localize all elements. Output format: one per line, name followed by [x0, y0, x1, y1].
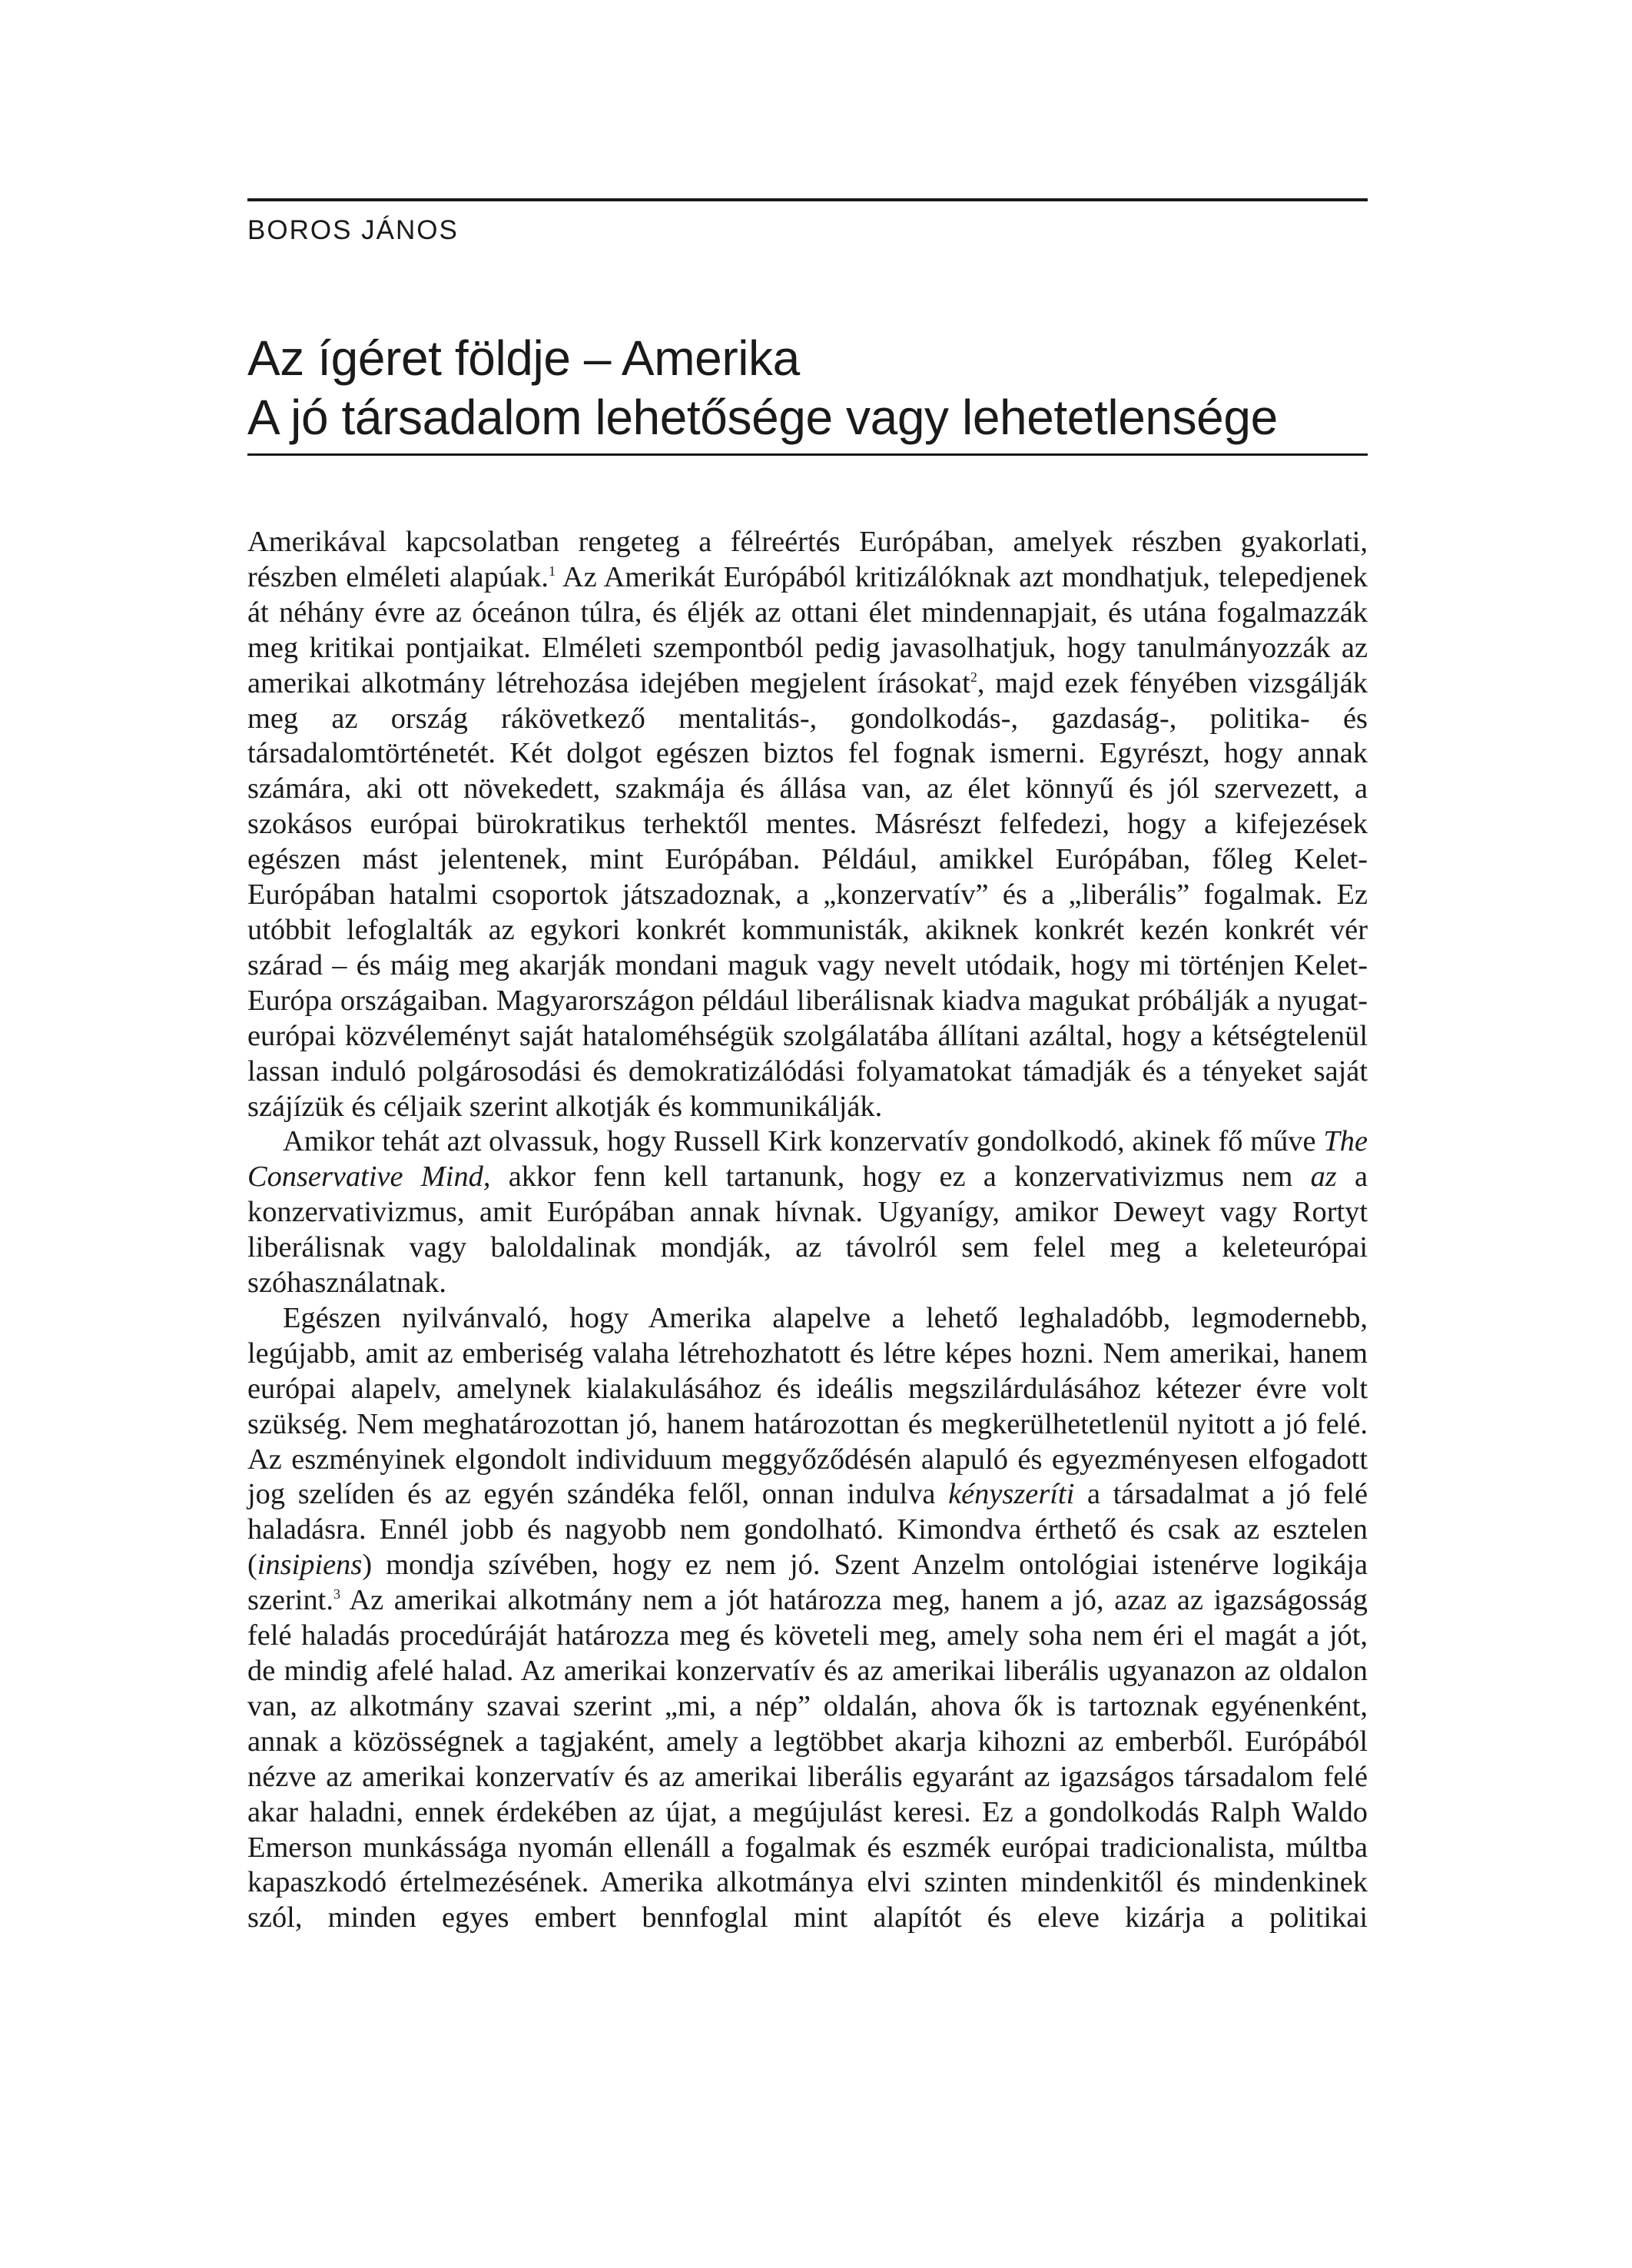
author-name: BOROS JÁNOS	[247, 215, 459, 245]
footnote-ref-2[interactable]: 2	[970, 669, 977, 685]
page	[247, 198, 1368, 1936]
footnote-ref-1[interactable]: 1	[548, 563, 556, 579]
footnote-ref-3[interactable]: 3	[333, 1586, 340, 1602]
article-title	[247, 329, 1368, 447]
title-line-2: A jó társadalom lehetősége vagy lehetetlensége	[247, 390, 1278, 445]
emphasis-insipiens: insipiens	[257, 1549, 363, 1582]
paragraph-2: Amikor tehát azt olvassuk, hogy Russell Kirk konzervatív gondolkodó, akinek fő műve The Conservative Mind, akkor fenn kell tartanunk, hogy ez a konzervativizmus nem az a konzervativizmus, amit Európában annak hívnak. Ugyanígy, amikor Deweyt vagy Rortyt liberálisnak vagy baloldalinak mondják, az távolról sem felel meg a keleteurópai szóhasználatnak.	[247, 1125, 1368, 1300]
emphasis-kenyszeriti: kényszeríti	[948, 1478, 1075, 1511]
header-rule	[247, 198, 1368, 201]
paragraph-3: Egészen nyilvánvaló, hogy Amerika alapelve a lehető leghaladóbb, legmodernebb, legújabb, amit az emberiség valaha létrehozhatott és létre képes hozni. Nem amerikai, hanem európai alapelv, amelynek kialakulásához és ideális megszilárdulásához kétezer évre volt szükség. Nem meghatározottan jó, hanem határozottan és megkerülhetetlenül nyitott a jó felé. Az eszményinek elgondolt individuum meggyőződésén alapuló és egyezményesen elfogadott jog szelíden és az egyén szándéka felől, onnan indulva kényszeríti a társadalmat a jó felé haladásra. Ennél jobb és nagyobb nem gondolható. Kimondva érthető és csak az esztelen (insipiens) mondja szívében, hogy ez nem jó. Szent Anzelm ontológiai istenérve logikája szerint.$^3$ Az amerikai alkotmány nem a jót határozza meg, hanem a jó, azaz az igazságosság felé haladás procedúráját határozza meg és követeli meg, amely soha nem éri el magát a jót, de mindig afelé halad. Az amerikai konzervatív és az amerikai liberális ugyanazon az oldalon van, az alkotmány szavai szerint „mi, a nép” oldalán, ahova ők is tartoznak egyénenként, annak a közösségnek a tagjaként, amely a legtöbbet akarja kihozni az emberből. Európából nézve az amerikai konzervatív és az amerikai liberális egyaránt az igazságos társadalom felé akar haladni, ennek érdekében az újat, a megújulást keresi. Ez a gondolkodás Ralph Waldo Emerson munkássága nyomán ellenáll a fogalmak és eszmék európai tradicionalista, múltba kapaszkodó értelmezésének. Amerika alkotmánya elvi szinten mindenkitől és mindenkinek szól, minden egyes embert bennfoglal mint alapítót és eleve kizárja a politikai	[247, 1301, 1368, 1934]
title-line-1: Az ígéret földje – Amerika	[247, 330, 800, 386]
emphasis-az: az	[1310, 1161, 1337, 1194]
paragraph-1: Amerikával kapcsolatban rengeteg a félreértés Európában, amelyek részben gyakorlati, részben elméleti alapúak.$^1$ Az Amerikát Európából kritizálóknak azt mondhatjuk, telepedjenek át néhány évre az óceánon túlra, és éljék az ottani élet mindennapjait, és utána fogalmazzák meg kritikai pontjaikat. Elméleti szempontból pedig javasolhatjuk, hogy tanulmányozzák az amerikai alkotmány létrehozása idejében megjelent írásokat$^2$, majd ezek fényében vizsgálják meg az ország rákövetkező mentalitás-, gondolkodás-, gazdaság-, politika- és társadalomtörténetét. Két dolgot egészen biztos fel fognak ismerni. Egyrészt, hogy annak számára, aki ott növekedett, szakmája és állása van, az élet könnyű és jól szervezett, a szokásos európai bürokratikus terhektől mentes. Másrészt felfedezi, hogy a kifejezések egészen mást jelentenek, mint Európában. Például, amikkel Európában, főleg Kelet-Európában hatalmi csoportok játszadoznak, a „konzervatív” és a „liberális” fogalmak. Ez utóbbit lefoglalták az egykori konkrét kommunisták, akiknek konkrét kezén konkrét vér szárad – és máig meg akarják mondani maguk vagy nevelt utódaik, hogy mi történjen Kelet-Európa országaiban. Magyarországon például liberálisnak kiadva magukat próbálják a nyugat-európai közvéleményt saját hataloméhségük szolgálatába állítani azáltal, hogy a kétségtelenül lassan induló polgárosodási és demokratizálódási folyamatokat támadják és a tényeket saját szájízük és céljaik szerint alkotják és kommunikálják.	[247, 526, 1368, 1123]
title-rule	[247, 453, 1368, 456]
book-title: The Conservative Mind,	[247, 1125, 1368, 1194]
article-body	[247, 525, 1368, 1936]
